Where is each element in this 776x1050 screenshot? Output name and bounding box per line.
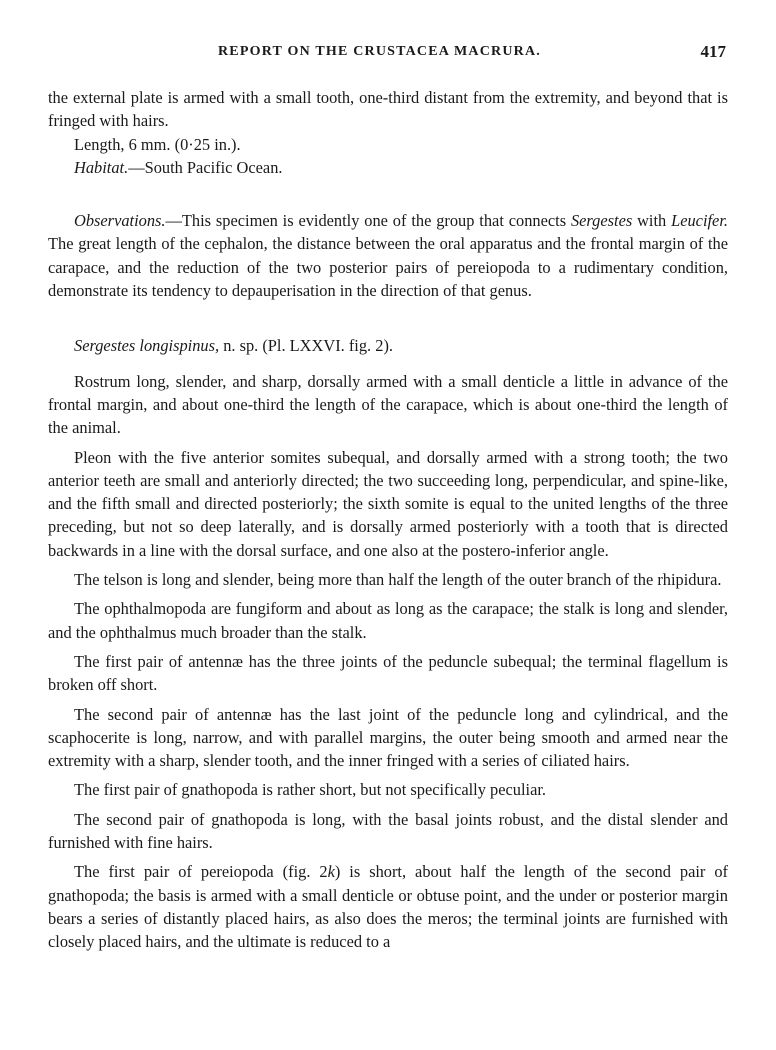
second-antennae-paragraph: The second pair of antennæ has the last joint of the peduncle long and cylindrical, and the scaphocerite is long, narrow, and with parallel margins, the outer being smooth and armed near the extremity with a sharp, slender tooth, and the inner fringed with a series of ciliated hairs.	[48, 704, 728, 771]
genus-leucifer: Leucifer.	[671, 211, 728, 231]
running-title: REPORT ON THE CRUSTACEA MACRURA.	[218, 44, 541, 59]
habitat-line	[48, 156, 728, 179]
observations-label: Observations.	[74, 211, 166, 231]
first-pereiopoda-paragraph	[48, 860, 728, 953]
second-gnathopoda-paragraph: The second pair of gnathopoda is long, with the basal joints robust, and the distal slender and furnished with fine hairs.	[48, 809, 728, 853]
first-antennae-paragraph: The first pair of antennæ has the three joints of the peduncle subequal; the terminal flagellum is broken off short.	[48, 651, 728, 695]
length-line: Length, 6 mm. (0·25 in.).	[74, 134, 241, 154]
page-header	[48, 44, 728, 68]
genus-sergestes: Sergestes	[570, 211, 633, 231]
habitat-label: Habitat.	[74, 157, 129, 177]
observations-text-2: with	[632, 211, 672, 231]
rostrum-paragraph: Rostrum long, slender, and sharp, dorsally armed with a small denticle a little in advance of the frontal margin, and about one-third the length of the carapace, which is about one-third the length of the animal.	[48, 371, 728, 438]
species-heading-rest: n. sp. (Pl. LXXVI. fig. 2).	[219, 336, 394, 356]
first-gnathopoda-paragraph: The first pair of gnathopoda is rather short, but not specifically peculiar.	[74, 780, 546, 800]
observations-text-1: —This specimen is evidently one of the group that connects	[165, 211, 571, 231]
species-heading	[48, 334, 728, 357]
continuation-paragraph: the external plate is armed with a small tooth, one-third distant from the extremity, and beyond that is fringed with hairs.	[48, 88, 728, 131]
first-pereiopoda-text-2: ) is short, about half the length of the second pair of gnathopoda; the basis is armed with a small denticle or obtuse point, and the under or posterior margin bears a series of distantly placed hairs, as also does the meros; the terminal joints are furnished with closely placed hairs, and the ultimate is reduced to a	[48, 862, 728, 952]
observations-paragraph	[48, 209, 728, 302]
page-number: 417	[700, 42, 726, 61]
ophthalmopoda-paragraph: The ophthalmopoda are fungiform and about as long as the carapace; the stalk is long and slender, and the ophthalmus much broader than the stalk.	[48, 599, 728, 642]
first-pereiopoda-text-1: The first pair of pereiopoda (fig. 2	[74, 862, 328, 882]
document-page	[48, 0, 728, 1050]
species-name: Sergestes longispinus,	[74, 336, 220, 356]
body-text	[48, 86, 728, 954]
telson-paragraph: The telson is long and slender, being more than half the length of the outer branch of the rhipidura.	[74, 570, 722, 590]
figure-ref-k: k	[327, 862, 335, 882]
pleon-paragraph: Pleon with the five anterior somites subequal, and dorsally armed with a strong tooth; the two anterior teeth are small and anteriorly directed; the two succeeding long, perpendicular, and spine-like, and the fifth small and directed posteriorly; the sixth somite is equal to the united lengths of the three preceding, but not so deep laterally, and is dorsally armed posteriorly with a tooth that is directed backwards in a line with the dorsal surface, and one also at the postero-inferior angle.	[48, 447, 728, 560]
habitat-value: —South Pacific Ocean.	[128, 157, 283, 177]
observations-text-3: The great length of the cephalon, the distance between the oral apparatus and the frontal margin of the carapace, and the reduction of the two posterior pairs of pereiopoda to a rudimentary condition, demonstrate its tendency to depauperisation in the direction of that genus.	[48, 234, 728, 301]
